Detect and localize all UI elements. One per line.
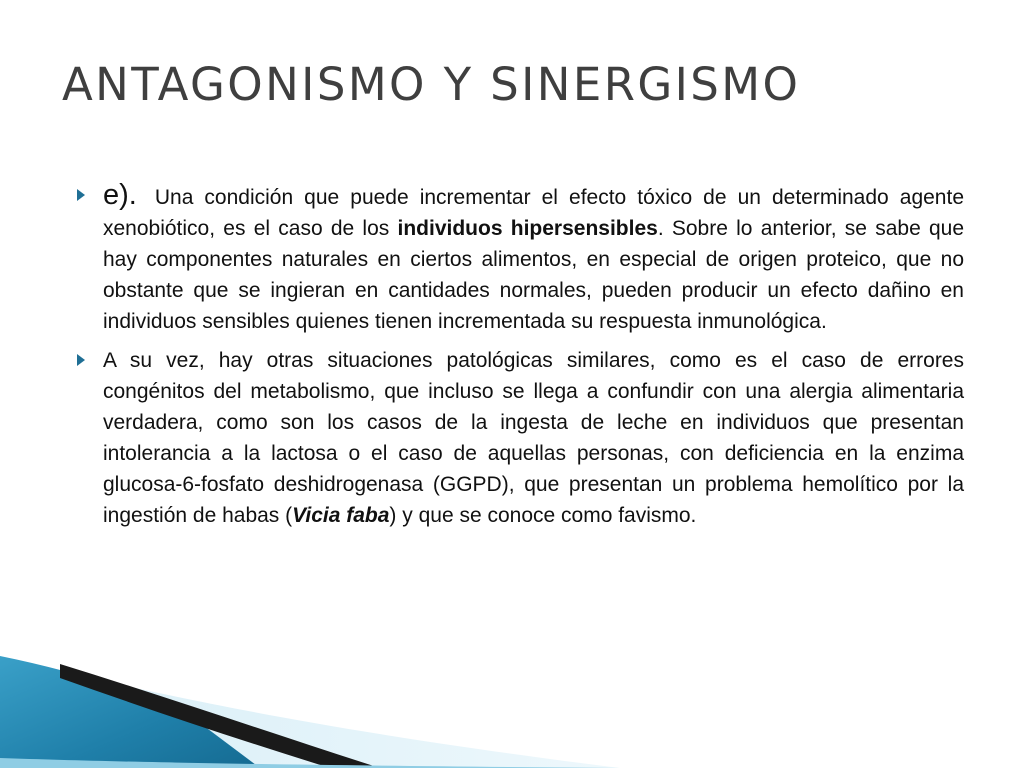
bullet-text-segment: A su vez, hay otras situaciones patológicas similares, como es el caso de errores congénitos del metabolismo, que incluso se llega a confundir con una alergia alimentaria verdadera, como son los casos de la ingesta de leche en individuos que presentan intolerancia a la lactosa o el caso de aquellas personas, con deficiencia en la enzima glucosa-6-fosfato deshidrogenasa (GGPD), que presentan un problema hemolítico por la ingestión de habas ( (103, 349, 964, 527)
bullet-text-2 (103, 345, 964, 531)
slide-title: ANTAGONISMO Y SINERGISMO (62, 58, 801, 111)
bullet-text-segment: . Sobre lo anterior, se sabe que hay componentes naturales en ciertos alimentos, en especial de origen proteico, que no obstante que se ingieran en cantidades normales, pueden producir un efecto dañino en individuos sensibles quienes tienen incrementada su respuesta inmunológica. (103, 217, 965, 333)
bullet-arrow-icon (77, 189, 85, 201)
bullet-item-2 (72, 345, 964, 531)
corner-wave-decoration (0, 638, 620, 768)
bullet-item-1 (72, 180, 964, 337)
bullet-species-name: Vicia faba (292, 504, 390, 527)
bullet-list (72, 180, 964, 539)
bullet-bold-term: individuos hipersensibles (397, 217, 658, 240)
bullet-arrow-icon (77, 354, 85, 366)
bullet-text-segment: ) y que se conoce como favismo. (389, 504, 697, 527)
bullet-text-1 (103, 180, 964, 337)
bullet-text-segment: Una condición que puede incrementar el efecto tóxico de un determinado agente xenobiótico, es el caso de los (103, 186, 964, 240)
bullet-lead: e). (103, 179, 137, 211)
